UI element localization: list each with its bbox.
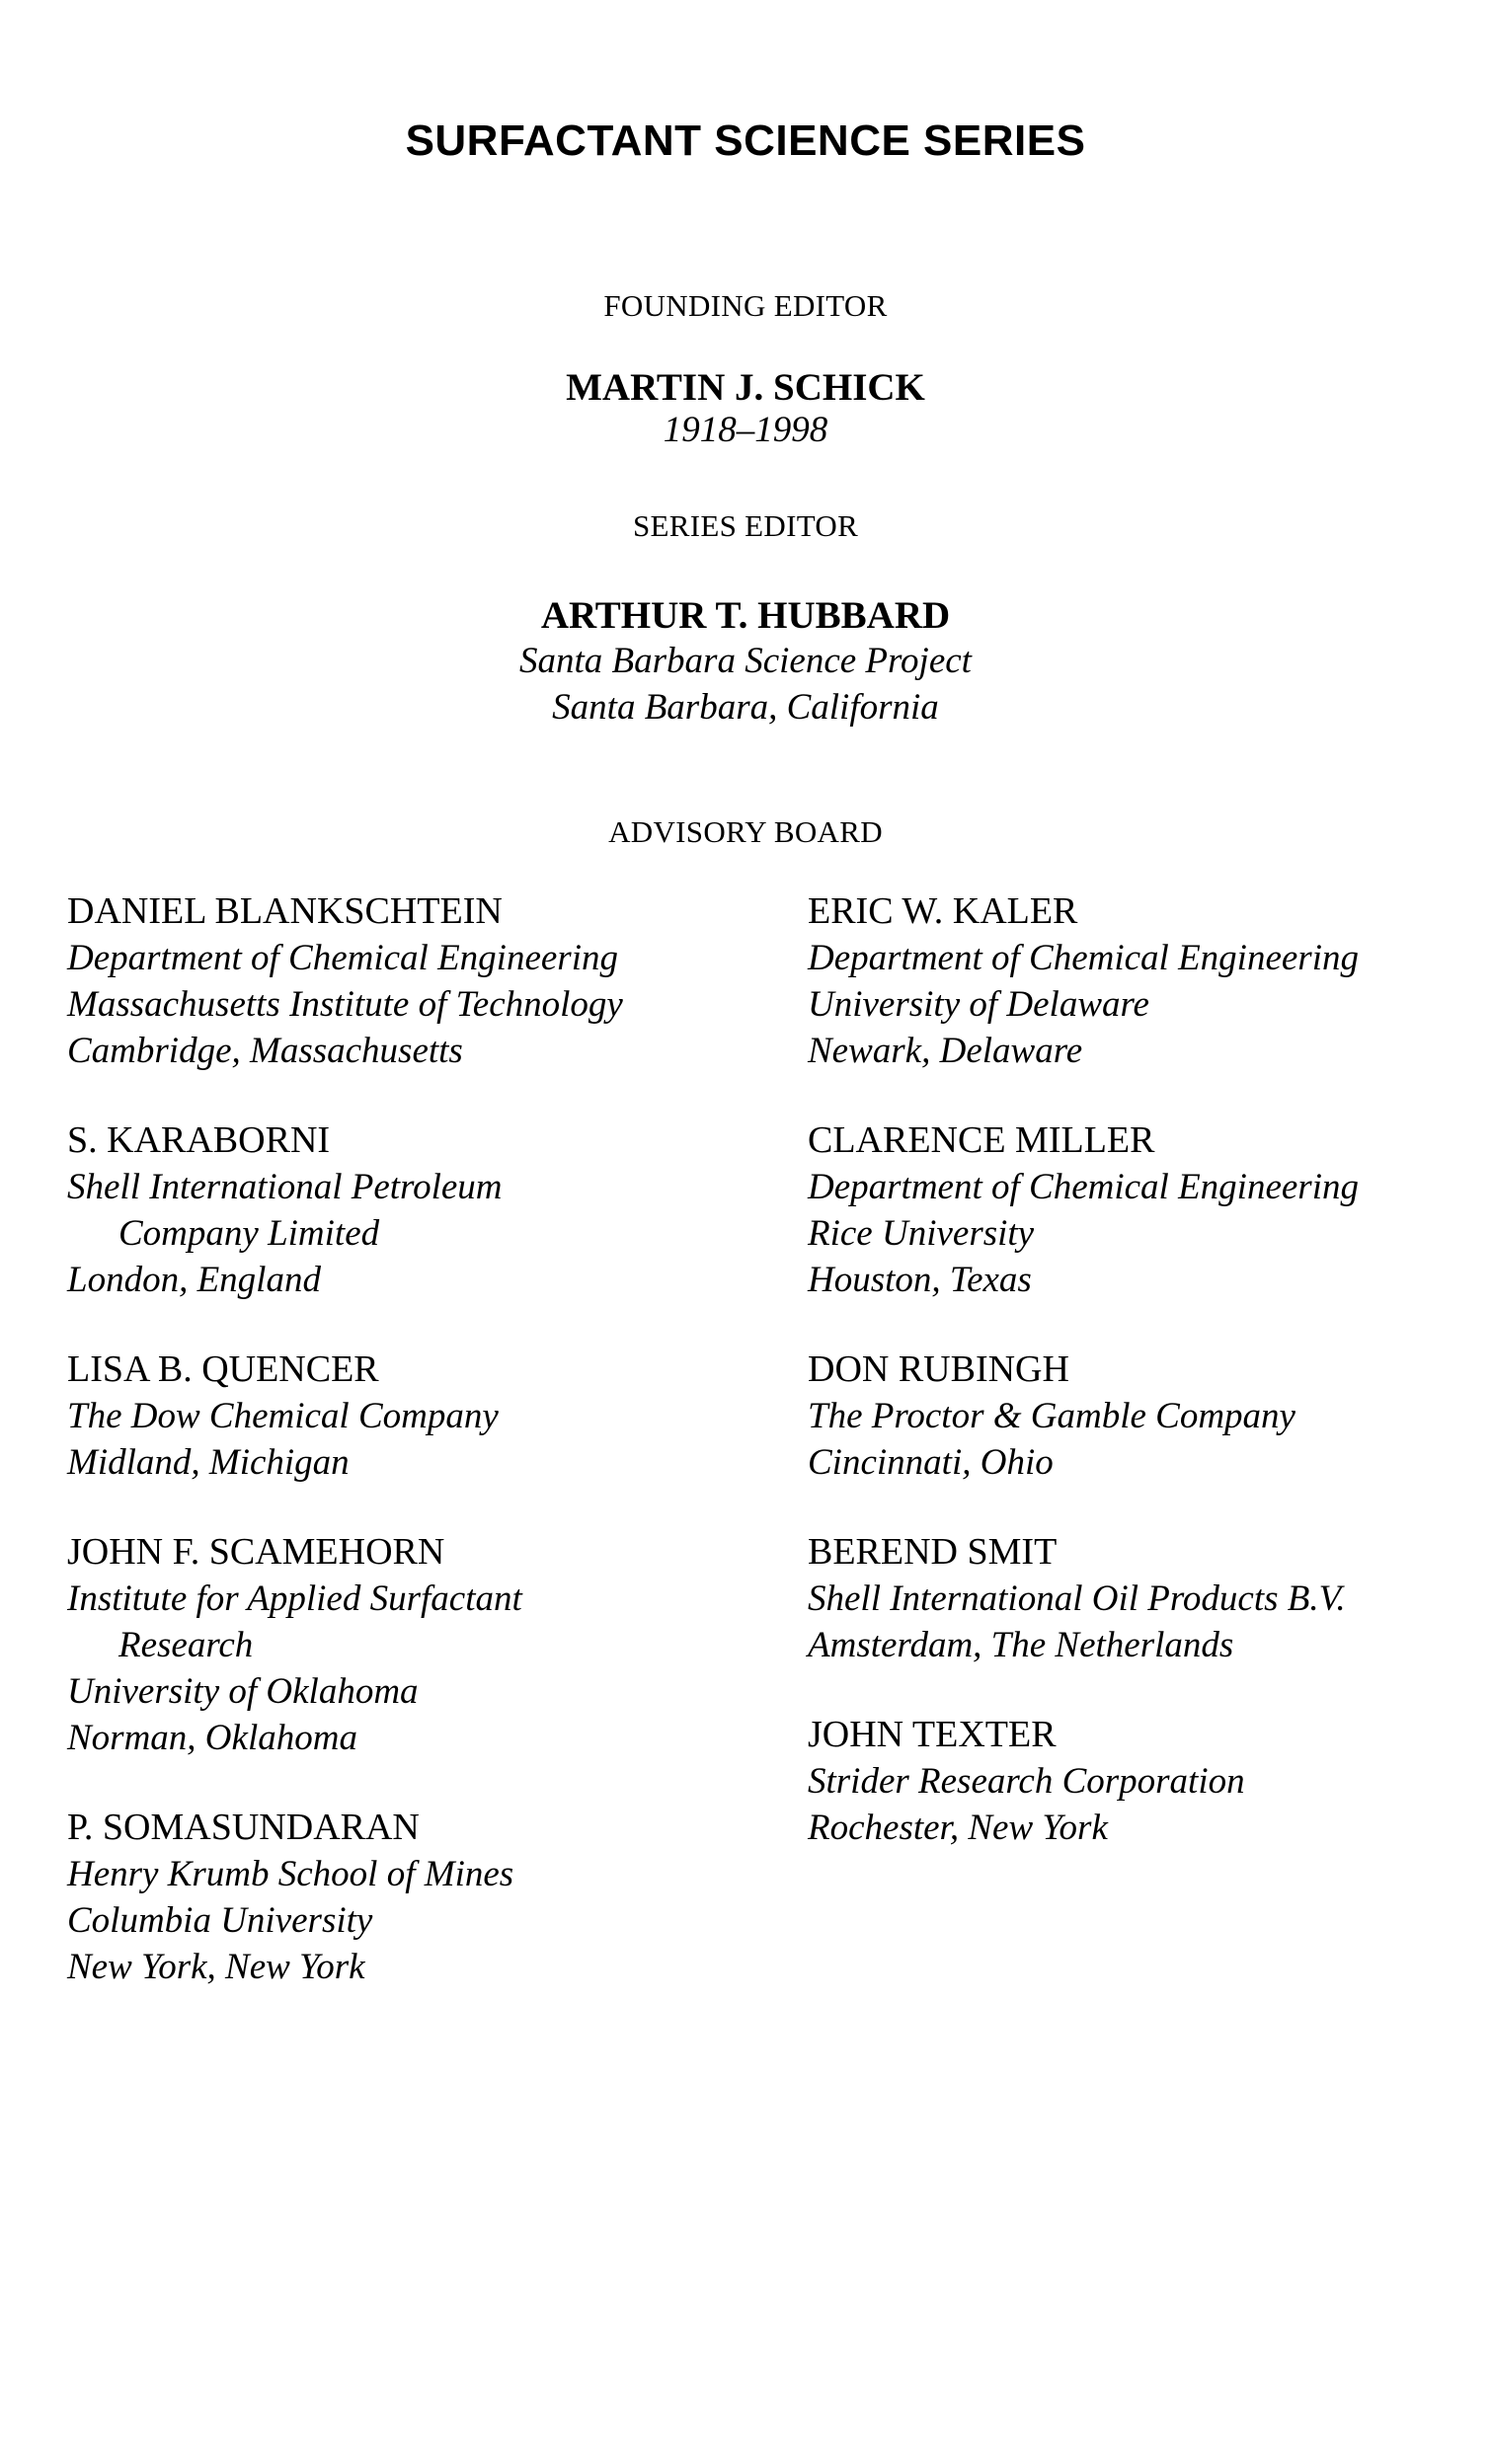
series-editor-section [0,508,1491,731]
member-affiliation-line: Newark, Delaware [808,1031,1083,1071]
board-member [808,1712,1459,1851]
member-affiliation-line: Cambridge, Massachusetts [67,1031,463,1071]
member-affiliation-line: Company Limited [118,1213,380,1254]
member-affiliation-line: Cincinnati, Ohio [808,1442,1054,1483]
board-member [67,1347,758,1486]
member-affiliation-line: Shell International Petroleum [67,1167,503,1207]
founding-editor-section [0,288,1491,451]
member-name: JOHN TEXTER [808,1714,1057,1755]
advisory-board-heading: ADVISORY BOARD [608,814,883,849]
member-affiliation-line: Department of Chemical Engineering [67,938,618,978]
series-editor-affiliation-line: Santa Barbara, California [552,687,939,728]
board-member [808,1529,1459,1668]
series-editor-name: ARTHUR T. HUBBARD [540,594,951,637]
advisory-board-right-column [808,888,1459,1894]
member-affiliation-line: Henry Krumb School of Mines [67,1854,514,1894]
member-name: JOHN F. SCAMEHORN [67,1531,445,1573]
board-member [67,1117,758,1303]
board-member [808,888,1459,1074]
member-affiliation-line: Columbia University [67,1900,373,1941]
member-name: P. SOMASUNDARAN [67,1807,420,1848]
member-affiliation-line: Norman, Oklahoma [67,1718,357,1758]
founding-editor-role: FOUNDING EDITOR [603,288,888,323]
series-editor-affiliation-line: Santa Barbara Science Project [519,641,972,681]
member-name: CLARENCE MILLER [808,1119,1155,1161]
member-affiliation-line: Strider Research Corporation [808,1761,1245,1802]
member-name: S. KARABORNI [67,1119,331,1161]
member-name: DON RUBINGH [808,1348,1069,1390]
member-affiliation-line: Department of Chemical Engineering [808,1167,1359,1207]
member-affiliation-line: Midland, Michigan [67,1442,350,1483]
member-affiliation-line: Institute for Applied Surfactant [67,1578,522,1619]
founding-editor-name: MARTIN J. SCHICK [566,366,925,409]
member-affiliation-line: Rochester, New York [808,1808,1108,1848]
member-name: LISA B. QUENCER [67,1348,379,1390]
advisory-board-left-column [67,888,758,2034]
board-member [67,888,758,1074]
member-affiliation-line: The Dow Chemical Company [67,1396,499,1436]
member-affiliation-line: University of Delaware [808,984,1149,1025]
board-member [808,1117,1459,1303]
board-member [67,1805,758,1990]
member-affiliation-line: University of Oklahoma [67,1671,419,1712]
member-affiliation-line: Rice University [808,1213,1035,1254]
member-name: ERIC W. KALER [808,890,1078,932]
series-title: SURFACTANT SCIENCE SERIES [405,116,1086,165]
member-affiliation-line: Research [118,1625,254,1665]
member-name: BEREND SMIT [808,1531,1058,1573]
member-name: DANIEL BLANKSCHTEIN [67,890,503,932]
member-affiliation-line: Houston, Texas [808,1260,1032,1300]
series-editor-role: SERIES EDITOR [632,508,859,543]
member-affiliation-line: London, England [67,1260,321,1300]
board-member [67,1529,758,1761]
member-affiliation-line: New York, New York [67,1947,365,1987]
member-affiliation-line: Massachusetts Institute of Technology [67,984,623,1025]
member-affiliation-line: Shell International Oil Products B.V. [808,1578,1346,1619]
founding-editor-dates: 1918–1998 [663,410,828,450]
board-member [808,1347,1459,1486]
member-affiliation-line: Department of Chemical Engineering [808,938,1359,978]
member-affiliation-line: The Proctor & Gamble Company [808,1396,1295,1436]
member-affiliation-line: Amsterdam, The Netherlands [808,1625,1234,1665]
